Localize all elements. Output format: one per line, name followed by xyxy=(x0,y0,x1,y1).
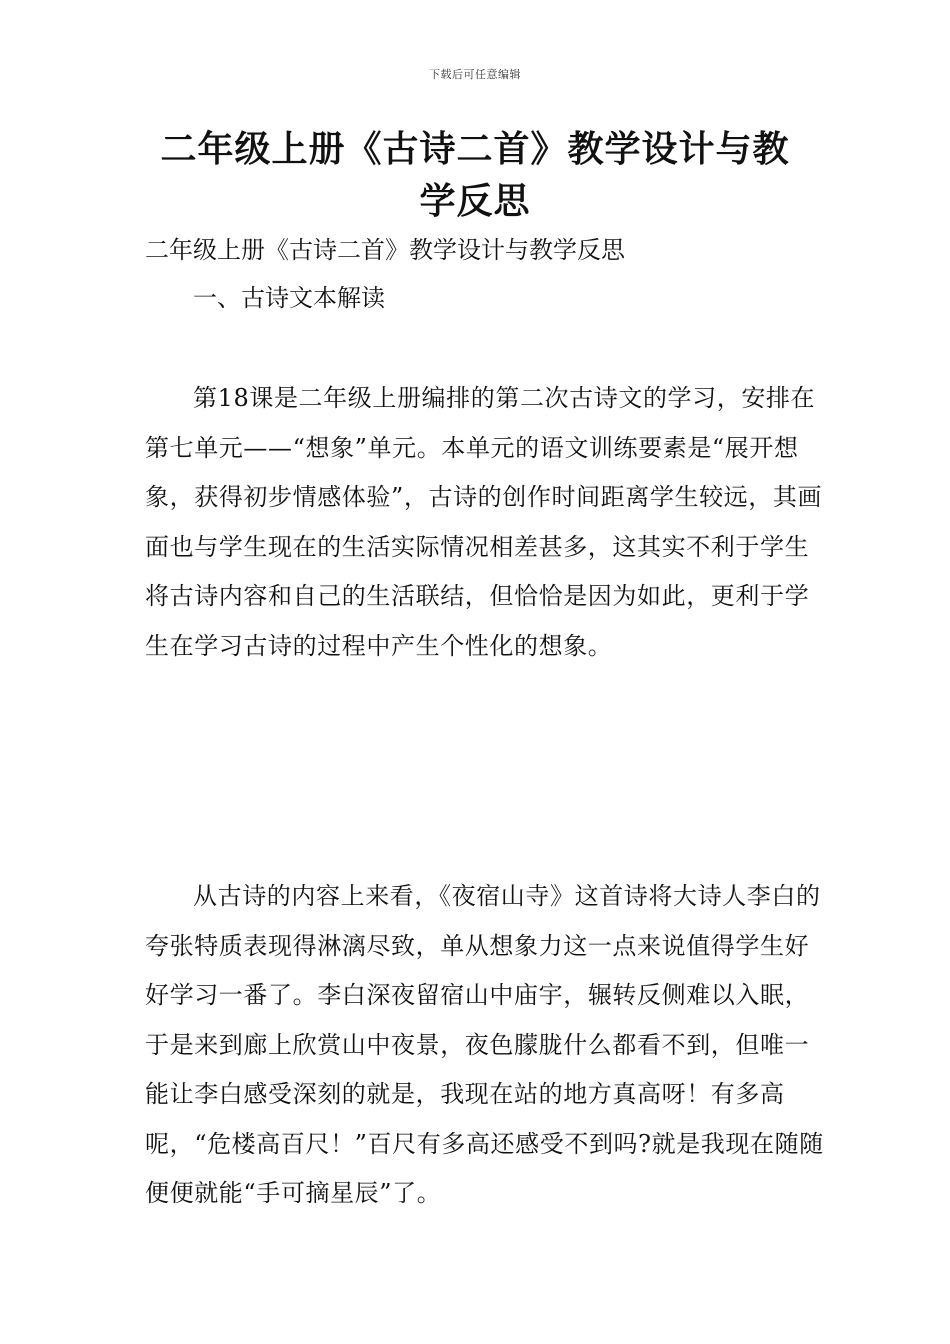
section-heading: 一、古诗文本解读 xyxy=(193,284,385,312)
body-paragraph: 第18课是二年级上册编排的第二次古诗文的学习，安排在第七单元——“想象”单元。本单元的语文训练要素是“展开想象，获得初步情感体验”，古诗的创作时间距离学生较远，其画面也与学生现在的生活实际情况相差甚多，这其实不利于学生将古诗内容和自己的生活联结，但恰恰是因为如此，更利于学生在学习古诗的过程中产生个性化的想象。 xyxy=(145,384,823,660)
body-paragraph: 从古诗的内容上来看，《夜宿山寺》这首诗将大诗人李白的夸张特质表现得淋漓尽致，单从想象力这一点来说值得学生好好学习一番了。李白深夜留宿山中庙宇，辗转反侧难以入眠，于是来到廊上欣赏山中夜景，夜色朦胧什么都看不到，但唯一能让李白感受深刻的就是，我现在站的地方真高呀！有多高呢，“危楼高百尺！”百尺有多高还感受不到吗?就是我现在随随便便就能“手可摘星辰”了。 xyxy=(145,882,824,1207)
document-title: 二年级上册《古诗二首》教学设计与教学反思 xyxy=(160,129,790,222)
document-subtitle: 二年级上册《古诗二首》教学设计与教学反思 xyxy=(145,236,625,264)
header-note: 下载后可任意编辑 xyxy=(429,68,521,81)
